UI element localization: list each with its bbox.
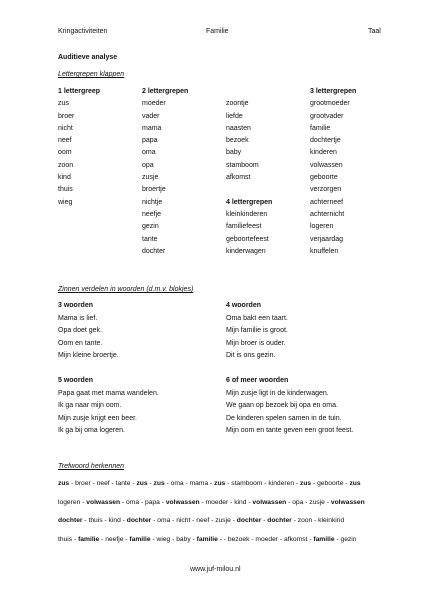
word-item: neef bbox=[58, 137, 72, 145]
keyword: zus bbox=[153, 480, 165, 487]
sentence-item: Papa gaat met mama wandelen. bbox=[58, 389, 159, 397]
word-item: naasten bbox=[226, 124, 251, 132]
keyword: dochter bbox=[236, 517, 262, 524]
group-title: 5 woorden bbox=[58, 377, 94, 384]
word-sequence: - broer - neef - tante - bbox=[69, 480, 137, 487]
column-2-lettergrepen-continued bbox=[226, 100, 259, 186]
sentence-item: Mijn broer is ouder. bbox=[226, 339, 286, 347]
word-item: verjaardag bbox=[310, 235, 344, 243]
trefwoord-line bbox=[58, 481, 388, 500]
word-item: kinderen bbox=[310, 149, 337, 157]
word-sequence: - moeder - kind - bbox=[199, 498, 253, 506]
keyword: zus bbox=[214, 480, 226, 487]
word-item: liefde bbox=[226, 112, 243, 120]
word-sequence: - oma - papa - bbox=[120, 498, 166, 506]
sentence-item: Oom en tante. bbox=[58, 339, 103, 347]
word-item: zusje bbox=[142, 174, 159, 182]
word-sequence: - - bezoek - moeder - afkomst - bbox=[217, 535, 314, 543]
column-2-lettergrepen bbox=[142, 88, 188, 260]
trefwoord-line bbox=[58, 518, 388, 537]
sentence-item: Mijn kleine broertje. bbox=[58, 352, 119, 360]
trefwoord-line bbox=[58, 500, 388, 519]
trefwoord-line bbox=[58, 537, 388, 556]
word-item: kinderwagen bbox=[226, 247, 266, 255]
word-sequence: - opa - zusje - bbox=[286, 498, 331, 506]
section-heading-lettergrepen: Lettergrepen klappen bbox=[58, 71, 125, 78]
word-item: thuis bbox=[58, 186, 73, 194]
word-item: achternicht bbox=[310, 210, 345, 218]
group-4-woorden bbox=[226, 302, 288, 365]
word-sequence: - gezin bbox=[334, 535, 357, 543]
column-title: 3 lettergrepen bbox=[310, 88, 357, 95]
column-title: 4 lettergrepen bbox=[226, 198, 273, 206]
word-item: afkomst bbox=[226, 174, 251, 182]
word-item: zoontje bbox=[226, 100, 249, 108]
column-4-lettergrepen bbox=[226, 199, 272, 260]
group-6-woorden bbox=[226, 377, 353, 440]
word-sequence: - oma - mama - bbox=[164, 480, 215, 487]
column-1-lettergreep bbox=[58, 88, 100, 211]
footer-url: www.juf-milou.nl bbox=[190, 566, 241, 573]
word-item: grootvader bbox=[310, 112, 344, 120]
word-sequence: - stamboom - kinderen - bbox=[225, 480, 300, 487]
word-item: neefje bbox=[142, 210, 162, 218]
keyword: volwassen bbox=[252, 498, 287, 506]
word-item: kind bbox=[58, 174, 71, 182]
keyword: volwassen bbox=[165, 498, 200, 506]
sentence-item: We gaan op bezoek bij opa en oma. bbox=[226, 402, 338, 410]
word-item: vader bbox=[142, 112, 160, 120]
word-item: nicht bbox=[58, 124, 73, 132]
sentence-item: Ik ga naar mijn oom. bbox=[58, 402, 122, 410]
column-3-lettergrepen bbox=[310, 88, 356, 260]
section-heading-trefwoord: Trefwoord herkennen bbox=[58, 463, 125, 470]
word-item: broer bbox=[58, 112, 75, 120]
sentence-item: Opa doet gek. bbox=[58, 327, 102, 335]
word-item: geboorte bbox=[310, 174, 338, 182]
word-item: oma bbox=[142, 149, 156, 157]
keyword: zus bbox=[58, 480, 70, 487]
word-item: zus bbox=[58, 100, 69, 108]
word-item: geboortefeest bbox=[226, 235, 269, 243]
group-title: 4 woorden bbox=[226, 302, 262, 309]
word-item: nichtje bbox=[142, 198, 163, 206]
word-sequence: - neefje - bbox=[99, 535, 130, 543]
word-item: broertje bbox=[142, 186, 166, 194]
word-sequence: - zoon - kleinkind bbox=[291, 517, 345, 524]
word-item: dochtertje bbox=[310, 137, 341, 145]
word-item: dochter bbox=[142, 247, 166, 255]
word-item: volwassen bbox=[310, 161, 343, 169]
keyword: dochter bbox=[126, 517, 152, 524]
word-item: bezoek bbox=[226, 137, 249, 145]
word-sequence: - thuis - kind - bbox=[82, 517, 127, 524]
keyword: familie bbox=[129, 535, 151, 543]
word-item: familie bbox=[310, 124, 331, 132]
word-item: verzorgen bbox=[310, 186, 342, 194]
sentence-item: Mijn familie is groot. bbox=[226, 327, 288, 335]
group-title: 3 woorden bbox=[58, 302, 94, 309]
page-title: Auditieve analyse bbox=[58, 54, 118, 61]
keyword: volwassen bbox=[330, 498, 365, 506]
word-item: papa bbox=[142, 137, 158, 145]
group-3-woorden bbox=[58, 302, 119, 365]
word-sequence: thuis - bbox=[58, 535, 79, 543]
word-item: knuffelen bbox=[310, 247, 339, 255]
header-left: Kringactiviteiten bbox=[58, 28, 108, 35]
keyword: familie bbox=[313, 535, 335, 543]
word-item: tante bbox=[142, 235, 158, 243]
word-item: familiefeest bbox=[226, 223, 262, 231]
sentence-item: Mijn zusje ligt in de kinderwagen. bbox=[226, 389, 329, 397]
sentence-item: De kinderen spelen samen in de tuin. bbox=[226, 414, 342, 422]
word-item: wieg bbox=[58, 198, 73, 206]
group-5-woorden bbox=[58, 377, 159, 440]
word-sequence: - geboorte - bbox=[311, 480, 350, 487]
word-sequence: - wieg - baby - bbox=[150, 535, 197, 543]
word-item: stamboom bbox=[226, 161, 259, 169]
column-title: 2 lettergrepen bbox=[142, 88, 189, 95]
word-item: gezin bbox=[142, 223, 159, 231]
keyword: zus bbox=[299, 480, 312, 487]
word-sequence: logeren - bbox=[58, 498, 87, 506]
keyword: zus bbox=[349, 480, 361, 487]
keyword: familie bbox=[196, 535, 218, 543]
word-sequence: - bbox=[261, 517, 268, 524]
sentence-item: Mijn oom en tante geven een groot feest. bbox=[226, 427, 354, 435]
keyword: zus bbox=[136, 480, 148, 487]
section-heading-zinnen: Zinnen verdelen in woorden (d.m.v. blokjes) bbox=[58, 286, 194, 293]
word-sequence: - bbox=[147, 480, 154, 487]
sentence-item: Ik ga bij oma logeren. bbox=[58, 427, 125, 435]
word-item: mama bbox=[142, 124, 162, 132]
keyword: dochter bbox=[267, 517, 292, 524]
keyword: dochter bbox=[58, 517, 83, 524]
column-title: 1 lettergreep bbox=[58, 88, 101, 95]
sentence-item: Mijn zusje krijgt een beer. bbox=[58, 414, 137, 422]
trefwoord-lines bbox=[58, 481, 388, 555]
word-item: achterneef bbox=[310, 198, 344, 206]
sentence-item: Mama is lief. bbox=[58, 314, 98, 322]
word-item: moeder bbox=[142, 100, 166, 108]
word-item: zoon bbox=[58, 161, 74, 169]
keyword: volwassen bbox=[86, 498, 121, 506]
group-title: 6 of meer woorden bbox=[226, 377, 289, 384]
word-item: oom bbox=[58, 149, 72, 157]
word-item: grootmoeder bbox=[310, 100, 350, 108]
word-sequence: - oma - nicht - neef - zusje - bbox=[151, 517, 237, 524]
keyword: familie bbox=[78, 535, 100, 543]
header-right: Taal bbox=[368, 28, 381, 35]
sentence-item: Oma bakt een taart. bbox=[226, 314, 288, 322]
header-center: Familie bbox=[206, 28, 229, 35]
word-item: opa bbox=[142, 161, 154, 169]
word-item: logeren bbox=[310, 223, 334, 231]
word-item: baby bbox=[226, 149, 242, 157]
word-item: kleinkinderen bbox=[226, 210, 268, 218]
sentence-item: Dit is ons gezin. bbox=[226, 352, 276, 360]
